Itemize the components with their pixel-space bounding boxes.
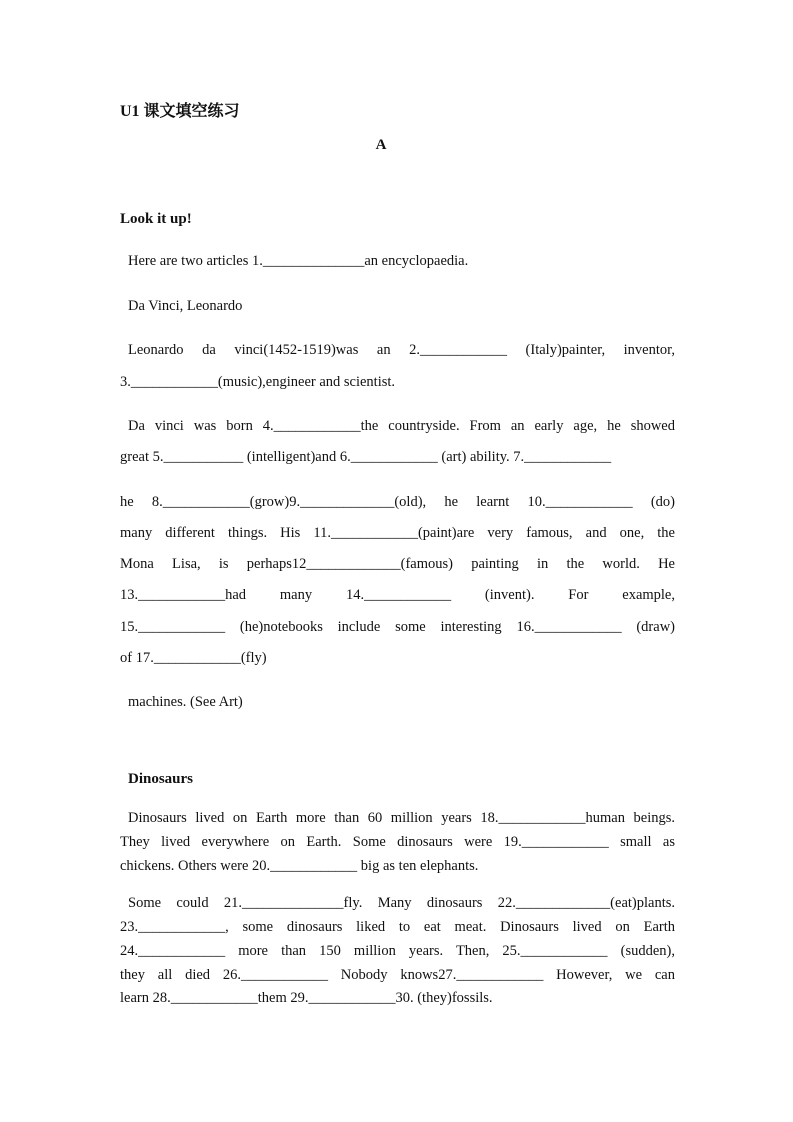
text-line: of 17.____________(fly): [120, 650, 267, 666]
text-line: machines. (See Art): [128, 694, 243, 710]
text-line: they all died 26.____________ Nobody knows27.____________ However, we can: [120, 967, 675, 983]
section-label: A: [375, 137, 387, 153]
text-line: 13.____________had many 14.____________ (invent). For example,: [120, 587, 675, 603]
text-line: many different things. His 11.____________(paint)are very famous, and one, the: [120, 525, 675, 541]
text-line: learn 28.____________them 29.____________30. (they)fossils.: [120, 990, 493, 1006]
text-line: chickens. Others were 20.____________ big as ten elephants.: [120, 858, 479, 874]
text-line: They lived everywhere on Earth. Some dinosaurs were 19.____________ small as: [120, 834, 675, 850]
text-line: 23.____________, some dinosaurs liked to eat meat. Dinosaurs lived on Earth: [120, 919, 675, 935]
document-title: U1 课文填空练习: [120, 103, 240, 120]
text-line: Some could 21.______________fly. Many dinosaurs 22._____________(eat)plants.: [128, 895, 675, 911]
part2-heading: Dinosaurs: [128, 771, 194, 787]
text-line: Mona Lisa, is perhaps12_____________(famous) painting in the world. He: [120, 556, 675, 572]
text-line: he 8.____________(grow)9._____________(old), he learnt 10.____________ (do): [120, 494, 675, 510]
text-line: great 5.___________ (intelligent)and 6.____________ (art) ability. 7.____________: [120, 449, 612, 465]
text-line: Here are two articles 1.______________an encyclopaedia.: [128, 253, 469, 269]
text-line: Da Vinci, Leonardo: [128, 298, 243, 314]
text-line: 24.____________ more than 150 million years. Then, 25.____________ (sudden),: [120, 943, 675, 959]
text-line: 3.____________(music),engineer and scientist.: [120, 374, 396, 390]
text-line: Da vinci was born 4.____________the countryside. From an early age, he showed: [128, 418, 675, 434]
text-line: Leonardo da vinci(1452-1519)was an 2.____________ (Italy)painter, inventor,: [128, 342, 675, 358]
text-line: 15.____________ (he)notebooks include some interesting 16.____________ (draw): [120, 619, 675, 635]
part1-heading: Look it up!: [120, 211, 192, 227]
text-line: Dinosaurs lived on Earth more than 60 million years 18.____________human beings.: [128, 810, 675, 826]
